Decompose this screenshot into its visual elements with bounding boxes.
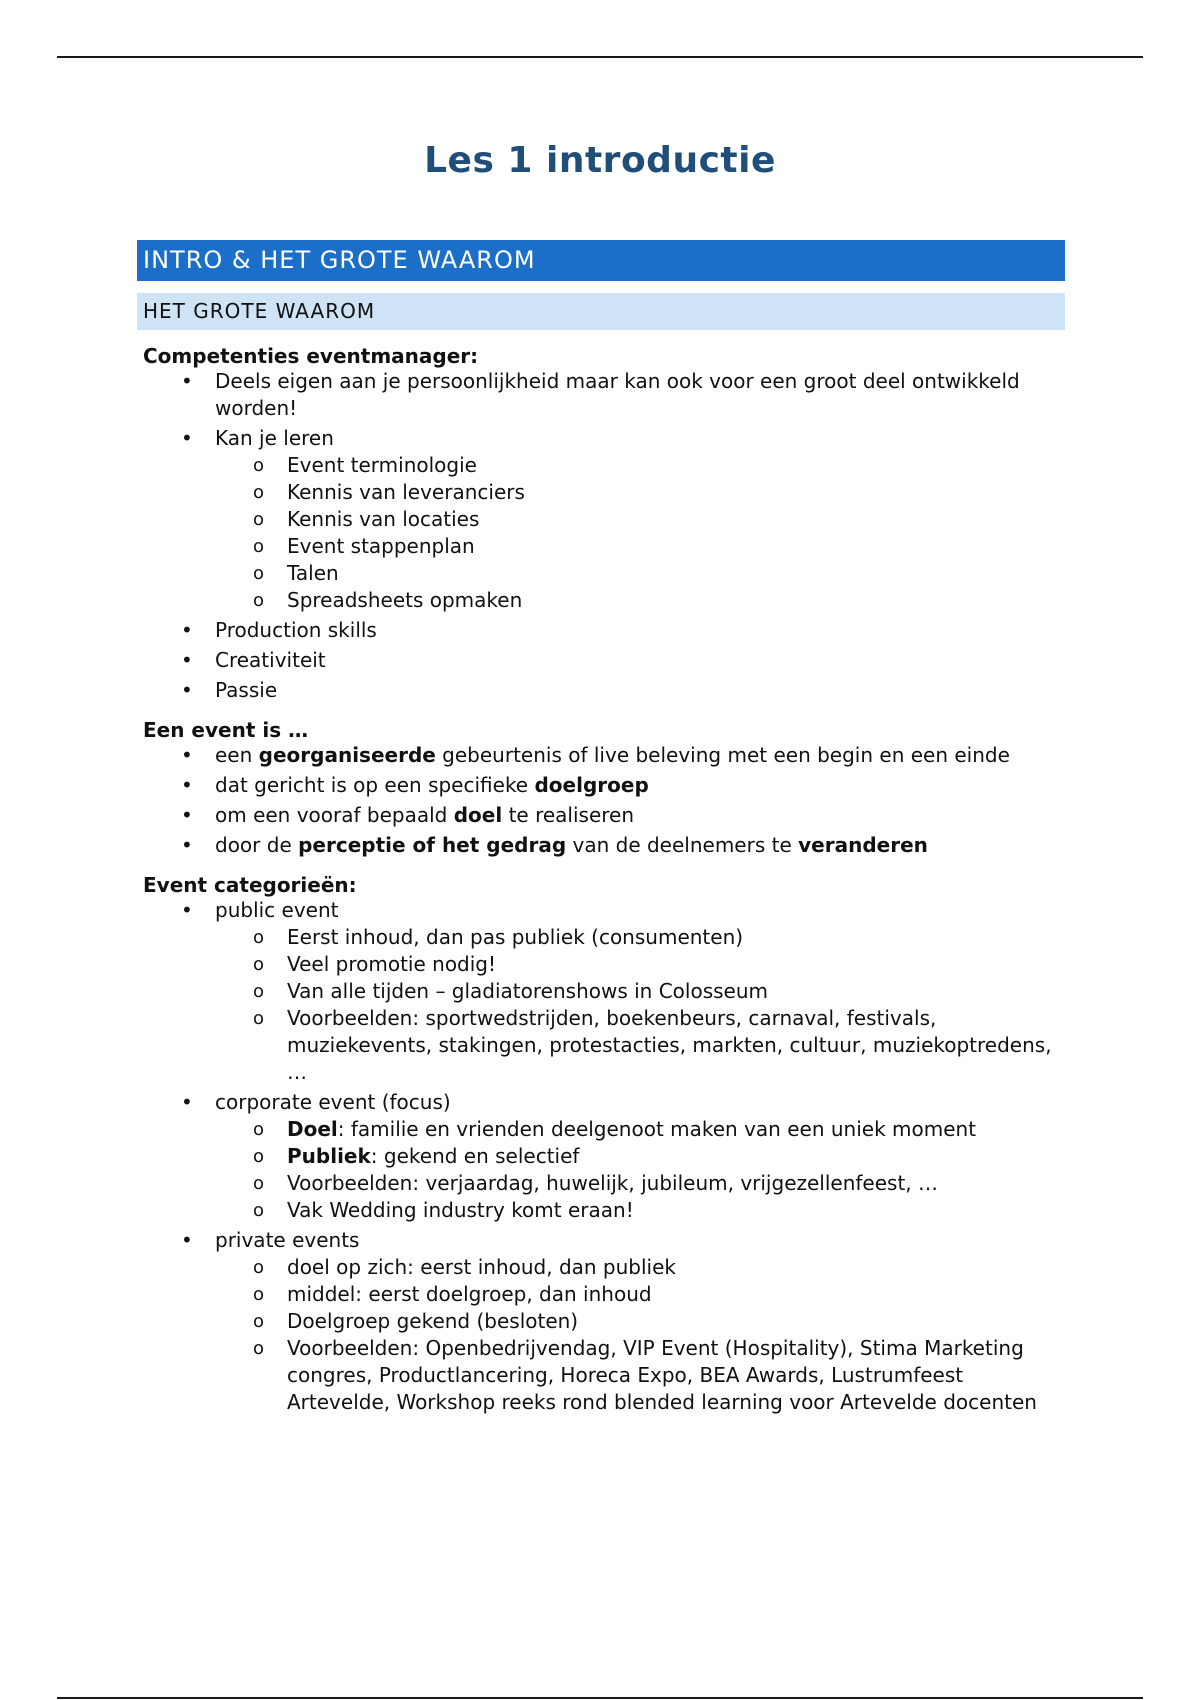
sublist-item: o Veel promotie nodig! — [253, 952, 497, 976]
sublist-item: o doel op zich: eerst inhoud, dan publiek — [253, 1255, 676, 1279]
circle-bullet-icon: o — [253, 1173, 265, 1194]
section-banner: INTRO & HET GROTE WAAROM — [137, 240, 1065, 281]
list-item: • Deels eigen aan je persoonlijkheid maar kan ook voor een groot deel ontwikkeld worden! — [181, 369, 1020, 420]
list-item: • Kan je leren o Event terminologie o Kennis van leveranciers o Kennis van locaties o Event stappenplan o Talen o Spreadsheets opmaken — [137, 425, 1065, 614]
list-item: • dat gericht is op een specifieke doelgroep — [181, 773, 649, 797]
sublist-item: o Talen — [253, 561, 339, 585]
circle-bullet-icon: o — [253, 455, 265, 476]
circle-bullet-icon: o — [253, 590, 265, 611]
list-item: • corporate event (focus) o Doel: familie en vrienden deelgenoot maken van een uniek moment o Publiek: gekend en selectief o Voorbeelden: verjaardag, huwelijk, jubileum, vrijgezellenfeest, … o Vak Wedding industry komt eraan! — [137, 1089, 1065, 1224]
subsection-banner: HET GROTE WAAROM — [137, 293, 1065, 330]
circle-bullet-icon: o — [253, 1284, 265, 1305]
sublist-item: o Doelgroep gekend (besloten) — [253, 1309, 579, 1333]
sublist — [215, 924, 1065, 1086]
event-definition-heading: Een event is … — [143, 718, 309, 742]
list-item: • door de perceptie of het gedrag van de deelnemers te veranderen — [181, 833, 928, 857]
event-categories-heading: Event categorieën: — [143, 873, 357, 897]
sublist-item: o Kennis van leveranciers — [253, 480, 525, 504]
sublist-item: o Publiek: gekend en selectief — [253, 1144, 580, 1168]
bullet-icon: • — [181, 1090, 193, 1114]
sublist-item: o Kennis van locaties — [253, 507, 480, 531]
list-item: • Production skills — [181, 618, 377, 642]
list-item: • om een vooraf bepaald doel te realiseren — [181, 803, 635, 827]
circle-bullet-icon: o — [253, 927, 265, 948]
sublist — [215, 452, 1065, 614]
circle-bullet-icon: o — [253, 509, 265, 530]
circle-bullet-icon: o — [253, 1257, 265, 1278]
circle-bullet-icon: o — [253, 1338, 265, 1359]
bullet-icon: • — [181, 773, 193, 797]
page-title: Les 1 introductie — [424, 140, 776, 181]
sublist-item: o Voorbeelden: Openbedrijvendag, VIP Event (Hospitality), Stima Marketing congres, Productlancering, Horeca Expo, BEA Awards, Lustrumfeest Artevelde, Workshop reeks rond blended learning voor Artevelde docenten — [253, 1336, 1037, 1414]
circle-bullet-icon: o — [253, 1311, 265, 1332]
sublist — [215, 1254, 1065, 1416]
list-item: • Passie — [181, 678, 278, 702]
list-item: • public event o Eerst inhoud, dan pas publiek (consumenten) o Veel promotie nodig! o Van alle tijden – gladiatorenshows in Colosseum o Voorbeelden: sportwedstrijden, boekenbeurs, carnaval, festivals, muziekevents, stakingen, protestacties, markten, cultuur, muziekoptredens, … — [137, 897, 1065, 1086]
circle-bullet-icon: o — [253, 954, 265, 975]
sublist-item: o Eerst inhoud, dan pas publiek (consumenten) — [253, 925, 744, 949]
sublist-item: o Voorbeelden: verjaardag, huwelijk, jubileum, vrijgezellenfeest, … — [253, 1171, 939, 1195]
bullet-icon: • — [181, 618, 193, 642]
bullet-icon: • — [181, 1228, 193, 1252]
footer-rule — [57, 1697, 1143, 1699]
bullet-icon: • — [181, 803, 193, 827]
bullet-icon: • — [181, 743, 193, 767]
sublist-item: o Doel: familie en vrienden deelgenoot maken van een uniek moment — [253, 1117, 977, 1141]
document-body — [137, 240, 1065, 1419]
sublist-item: o Vak Wedding industry komt eraan! — [253, 1198, 634, 1222]
circle-bullet-icon: o — [253, 563, 265, 584]
bullet-icon: • — [181, 833, 193, 857]
list-item: • Creativiteit — [181, 648, 326, 672]
bullet-icon: • — [181, 678, 193, 702]
event-definition-list — [137, 742, 1065, 859]
list-item: • een georganiseerde gebeurtenis of live beleving met een begin en een einde — [181, 743, 1010, 767]
sublist-item: o Event terminologie — [253, 453, 477, 477]
sublist-item: o Spreadsheets opmaken — [253, 588, 523, 612]
sublist-item: o Van alle tijden – gladiatorenshows in Colosseum — [253, 979, 769, 1003]
sublist-item: o middel: eerst doelgroep, dan inhoud — [253, 1282, 652, 1306]
competencies-list — [137, 368, 1065, 704]
circle-bullet-icon: o — [253, 1200, 265, 1221]
circle-bullet-icon: o — [253, 482, 265, 503]
circle-bullet-icon: o — [253, 1119, 265, 1140]
sublist-item: o Voorbeelden: sportwedstrijden, boekenbeurs, carnaval, festivals, muziekevents, stakingen, protestacties, markten, cultuur, muziekoptredens, … — [253, 1006, 1052, 1084]
circle-bullet-icon: o — [253, 1008, 265, 1029]
bullet-icon: • — [181, 369, 193, 393]
circle-bullet-icon: o — [253, 536, 265, 557]
list-item: • private events o doel op zich: eerst inhoud, dan publiek o middel: eerst doelgroep, dan inhoud o Doelgroep gekend (besloten) o Voorbeelden: Openbedrijvendag, VIP Event (Hospitality), Stima Marketing congres, Productlancering, Horeca Expo, BEA Awards, Lustrumfeest Artevelde, Workshop reeks rond blended learning voor Artevelde docenten — [137, 1227, 1065, 1416]
bullet-icon: • — [181, 898, 193, 922]
event-categories-list — [137, 897, 1065, 1416]
circle-bullet-icon: o — [253, 1146, 265, 1167]
circle-bullet-icon: o — [253, 981, 265, 1002]
sublist — [215, 1116, 1065, 1224]
bullet-icon: • — [181, 648, 193, 672]
sublist-item: o Event stappenplan — [253, 534, 475, 558]
bullet-icon: • — [181, 426, 193, 450]
competencies-heading: Competenties eventmanager: — [143, 344, 479, 368]
header-rule — [57, 56, 1143, 58]
